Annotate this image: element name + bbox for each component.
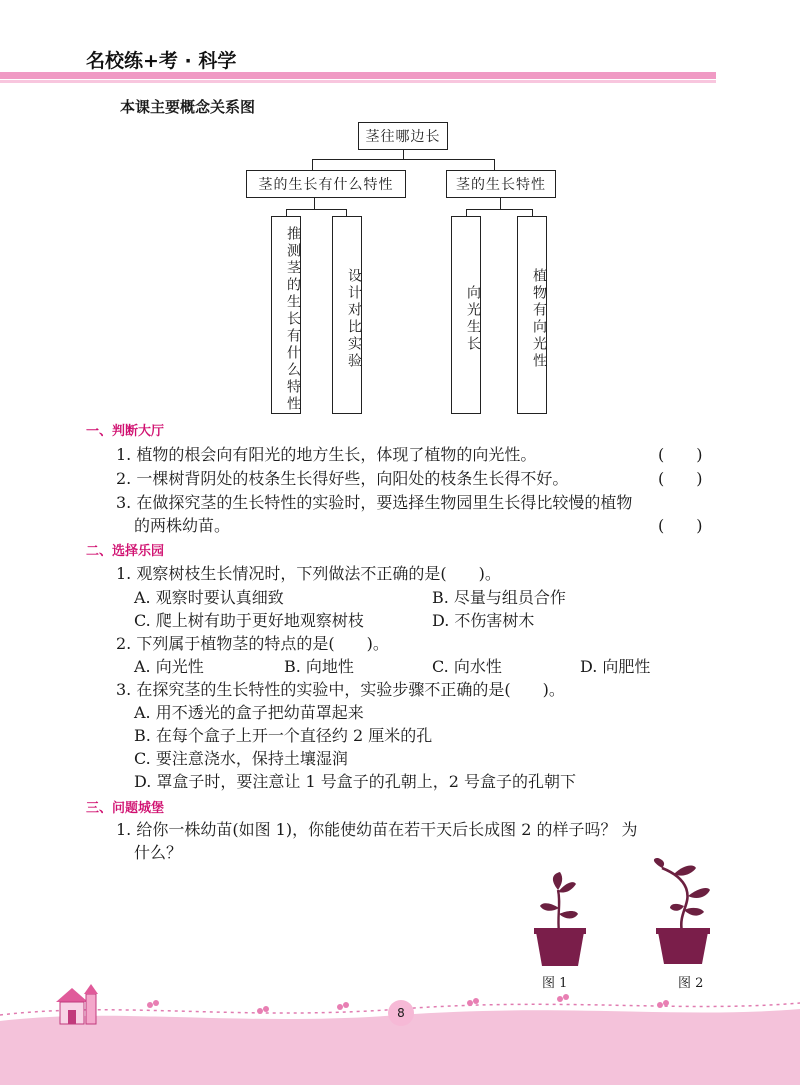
figure-2-label: 图 2 [678, 976, 704, 991]
answer-blank[interactable]: ( ) [658, 516, 703, 535]
seedling-figure-1 [528, 870, 590, 968]
open-question-1: 1. 给你一株幼苗(如图 1)，你能使幼苗在若干天后长成图 2 的样子吗？ 为 [116, 820, 638, 839]
seedling-figure-2 [648, 858, 720, 966]
option-d[interactable]: D. 不伤害树木 [432, 611, 535, 630]
concept-right-child-2: 植物有向光性 [517, 216, 547, 414]
concept-right-child-1: 向光生长 [451, 216, 481, 414]
concept-map-title: 本课主要概念关系图 [120, 98, 256, 116]
option-d[interactable]: D. 向肥性 [580, 657, 651, 676]
option-d[interactable]: D. 罩盒子时，要注意让 1 号盒子的孔朝上，2 号盒子的孔朝下 [134, 772, 577, 791]
judge-question-1: 1. 植物的根会向有阳光的地方生长，体现了植物的向光性。 [116, 445, 537, 464]
house-icon [50, 980, 106, 1030]
judge-question-2: 2. 一棵树背阴处的枝条生长得好些，向阳处的枝条生长得不好。 [116, 469, 569, 488]
choice-question-1: 1. 观察树枝生长情况时，下列做法不正确的是( )。 [116, 564, 501, 583]
concept-right: 茎的生长特性 [446, 170, 556, 198]
answer-blank[interactable]: ( ) [658, 469, 703, 488]
section-title-choice: 二、选择乐园 [86, 544, 165, 559]
option-a[interactable]: A. 向光性 [134, 657, 204, 676]
choice-question-2: 2. 下列属于植物茎的特点的是( )。 [116, 634, 389, 653]
concept-left-child-1: 推测茎的生长有什么特性 [271, 216, 301, 414]
option-c[interactable]: C. 要注意浇水，保持土壤湿润 [134, 749, 348, 768]
header-divider [0, 72, 716, 79]
figure-1-label: 图 1 [542, 976, 568, 991]
concept-root: 茎往哪边长 [358, 122, 448, 150]
judge-question-3: 3. 在做探究茎的生长特性的实验时，要选择生物园里生长得比较慢的植物 [116, 493, 633, 512]
header-title: 名校练+考 · 科学 [86, 50, 237, 72]
option-c[interactable]: C. 爬上树有助于更好地观察树枝 [134, 611, 364, 630]
header-divider-light [0, 80, 716, 83]
option-c[interactable]: C. 向水性 [432, 657, 502, 676]
option-b[interactable]: B. 向地性 [284, 657, 354, 676]
section-title-judge: 一、判断大厅 [86, 424, 165, 439]
open-question-1-cont: 什么？ [134, 843, 183, 862]
option-b[interactable]: B. 在每个盒子上开一个直径约 2 厘米的孔 [134, 726, 433, 745]
connector [312, 159, 494, 160]
page-number: 8 [388, 1000, 414, 1026]
judge-question-3-cont: 的两株幼苗。 [134, 516, 231, 535]
connector [466, 209, 532, 210]
option-a[interactable]: A. 观察时要认真细致 [134, 588, 284, 607]
option-b[interactable]: B. 尽量与组员合作 [432, 588, 566, 607]
concept-left: 茎的生长有什么特性 [246, 170, 406, 198]
answer-blank[interactable]: ( ) [658, 445, 703, 464]
choice-question-3: 3. 在探究茎的生长特性的实验中，实验步骤不正确的是( )。 [116, 680, 565, 699]
concept-left-child-2: 设计对比实验 [332, 216, 362, 414]
section-title-question: 三、问题城堡 [86, 801, 165, 816]
connector [286, 209, 346, 210]
option-a[interactable]: A. 用不透光的盒子把幼苗罩起来 [134, 703, 364, 722]
